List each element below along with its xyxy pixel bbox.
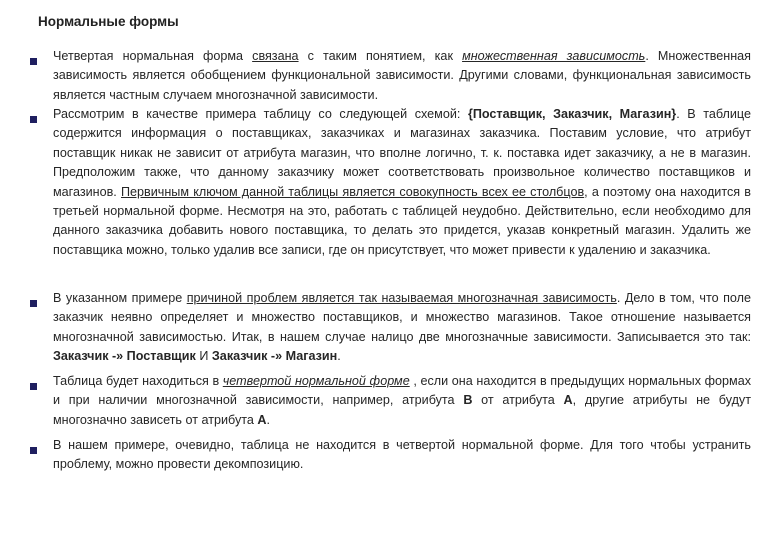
p2-primary-key-text: Первичным ключом данной таблицы является совокупность всех ее столбцов	[121, 184, 585, 199]
p3-text-5: И	[195, 349, 212, 364]
bullet-icon	[30, 447, 37, 454]
p4-text-3: , если она находится в предыдущих нормальных формах и при наличии многозначной зависимости, например, атрибута	[53, 374, 751, 408]
p1-text-2: связана	[252, 49, 299, 63]
p1-text-3: с таким понятием, как	[298, 49, 463, 63]
p2-text-1: Рассмотрим в качестве примера таблицу со следующей схемой:	[53, 107, 468, 121]
p3-cause-text: причиной проблем является так называемая многозначная зависимость	[186, 291, 617, 305]
bullet-icon	[30, 383, 37, 390]
p1-text-1: Четвертая нормальная форма	[53, 49, 253, 63]
p3-dependency-1: Заказчик -» Поставщик	[53, 349, 196, 364]
p2-text-3: . В таблице содержится информация о поставщиках, заказчиках и магазинах заказчика. Поставим условие, что атрибут поставщик никак не зависит от атрибута магазин, что вполне логично, т. к. поставка идет заказчику, а не в магазин. Предположим также, что данному заказчику может соответствовать произвольное количество поставщиков и магазинов.	[53, 107, 752, 199]
p4-attr-a: A	[563, 393, 573, 408]
paragraph-problem-cause	[53, 289, 751, 367]
p4-attr-b: B	[463, 393, 473, 408]
p1-term-multivalued-dependency: множественная зависимость	[462, 49, 646, 63]
p3-dependency-2: Заказчик -» Магазин	[211, 349, 338, 364]
p1-text-5: . Множественная зависимость является обобщением функциональной зависимости. Другими словами, функциональная зависимость является частным случаем многозначной зависимости.	[53, 49, 752, 102]
p5-text-1: В нашем примере, очевидно, таблица не находится в четвертой нормальной форме. Для того чтобы устранить проблему, можно провести декомпозицию.	[53, 438, 751, 472]
p4-term-fourth-normal-form: четвертой нормальной форме	[222, 374, 410, 388]
bullet-icon	[30, 300, 37, 307]
page-title: Нормальные формы	[38, 14, 179, 29]
p4-text-5: от атрибута	[472, 393, 564, 408]
p3-text-7: .	[337, 349, 341, 364]
p4-text-9: .	[266, 412, 270, 427]
paragraph-conclusion	[53, 436, 751, 475]
paragraph-4nf-definition	[53, 47, 751, 105]
p2-text-5: , а поэтому она находится в третьей нормальной форме. Несмотря на это, работать с таблицей неудобно. Действительно, если необходимо для данного заказчика добавить нового поставщика, то делать это придется, указав конкретный магазин. Удалить же поставщика можно, только удалив все записи, где он присутствует, что может привести к удалению и заказчика.	[53, 184, 751, 257]
paragraph-example	[53, 105, 751, 260]
p4-text-1: Таблица будет находиться в	[53, 374, 223, 388]
p3-text-1: В указанном примере	[53, 291, 187, 305]
paragraph-4nf-condition	[53, 372, 751, 430]
bullet-icon	[30, 58, 37, 65]
p4-attr-a-2: A	[257, 412, 267, 427]
p4-text-7: , другие атрибуты не будут многозначно зависеть от атрибута	[53, 393, 751, 427]
p2-schema: {Поставщик, Заказчик, Магазин}	[467, 107, 677, 121]
bullet-icon	[30, 116, 37, 123]
p3-text-3: . Дело в том, что поле заказчик неявно определяет и множество поставщиков, и множество магазинов. Такое отношение называется многозначной зависимостью. Итак, в нашем случае налицо две многозначные зависимости. Записывается это так:	[53, 291, 751, 344]
